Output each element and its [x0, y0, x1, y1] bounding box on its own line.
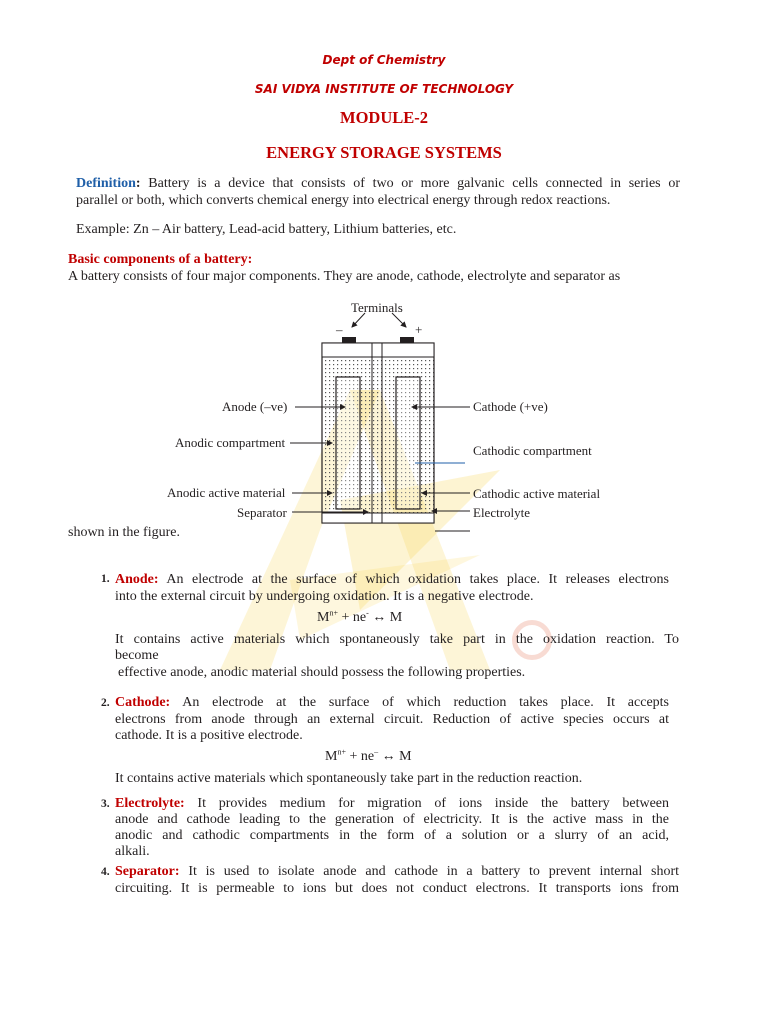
anodic-active-material-label: Anodic active material — [167, 485, 286, 500]
module-title: MODULE-2 — [340, 108, 428, 127]
components-heading: Basic components of a battery: — [68, 252, 253, 267]
anode-term: Anode: — [115, 572, 159, 587]
definition-line-2: parallel or both, which converts chemical energy into electrical energy through redox reactions. — [76, 193, 611, 208]
separator-text-1: It is used to isolate anode and cathode in a battery to prevent internal short — [179, 864, 679, 879]
separator-label: Separator — [237, 505, 287, 520]
cathodic-compartment-label: Cathodic compartment — [473, 443, 592, 458]
anode-line-2: into the external circuit by undergoing oxidation. It is a negative electrode. — [115, 589, 534, 604]
separator-line-2: circuiting. It is permeable to ions but does not conduct electrons. It transports ions from — [115, 881, 679, 896]
cathode-line-2: electrons from anode through an external circuit. Reduction of active species occurs at — [115, 712, 669, 727]
anode-text-1: An electrode at the surface of which oxidation takes place. It releases electrons — [158, 572, 669, 587]
separator-line-1 — [115, 863, 679, 880]
anode-label: Anode (–ve) — [222, 399, 288, 414]
anode-line-1 — [115, 571, 669, 588]
cathode-label: Cathode (+ve) — [473, 399, 548, 414]
components-intro: A battery consists of four major components. They are anode, cathode, electrolyte and separator as — [68, 269, 621, 284]
page-title: ENERGY STORAGE SYSTEMS — [266, 143, 502, 162]
item-1-number: 1. — [101, 573, 110, 585]
cathode-text-1: An electrode at the surface of which reduction takes place. It accepts — [170, 695, 669, 710]
cathode-line-1 — [115, 694, 669, 711]
terminals-label: Terminals — [351, 300, 403, 315]
cathode-line-3: cathode. It is a positive electrode. — [115, 728, 303, 743]
minus-sign: – — [336, 322, 343, 337]
cathode-term: Cathode: — [115, 695, 171, 710]
separator-term: Separator: — [115, 864, 180, 879]
anode-line-4: become — [115, 648, 159, 663]
electrolyte-label: Electrolyte — [473, 505, 531, 520]
electrolyte-line-1 — [115, 795, 669, 812]
shown-text: shown in the figure. — [68, 525, 180, 540]
item-3-number: 3. — [101, 798, 110, 810]
plus-sign: + — [415, 322, 423, 337]
definition-text-1: Battery is a device that consists of two or more galvanic cells connected in series or — [140, 176, 680, 191]
electrolyte-line-4: alkali. — [115, 844, 150, 859]
item-4-number: 4. — [101, 866, 110, 878]
cathodic-active-material-label: Cathodic active material — [473, 486, 601, 501]
dept-label: Dept of Chemistry — [322, 53, 446, 67]
electrolyte-line-3: anodic and cathodic compartments in the form of a solution or a slurry of an acid, — [115, 828, 669, 843]
anode-line-3: It contains active materials which spontaneously take part in the oxidation reaction. To — [115, 632, 679, 647]
definition-colon: : — [135, 176, 141, 191]
item-2-number: 2. — [101, 697, 110, 709]
electrolyte-term: Electrolyte: — [115, 796, 185, 811]
definition-term: Definition — [76, 176, 136, 191]
electrolyte-text-1: It provides medium for migration of ions inside the battery between — [184, 796, 669, 811]
cathode-line-4: It contains active materials which spontaneously take part in the reduction reaction. — [115, 771, 583, 786]
anodic-compartment-label: Anodic compartment — [175, 435, 286, 450]
institute-label: SAI VIDYA INSTITUTE OF TECHNOLOGY — [254, 82, 514, 96]
battery-diagram — [160, 295, 620, 540]
definition-line-1 — [76, 175, 680, 192]
example-text: Example: Zn – Air battery, Lead-acid battery, Lithium batteries, etc. — [76, 222, 457, 237]
electrolyte-line-2: anode and cathode leading to the generation of electricity. It is the active mass in the — [115, 812, 669, 827]
anode-line-5: effective anode, anodic material should possess the following properties. — [118, 665, 526, 680]
cathode-equation: $M^{n+} + ne^-$ ↔ M — [325, 747, 412, 764]
anode-equation: $M^{n+} + ne^-$ ↔ M — [317, 608, 403, 625]
